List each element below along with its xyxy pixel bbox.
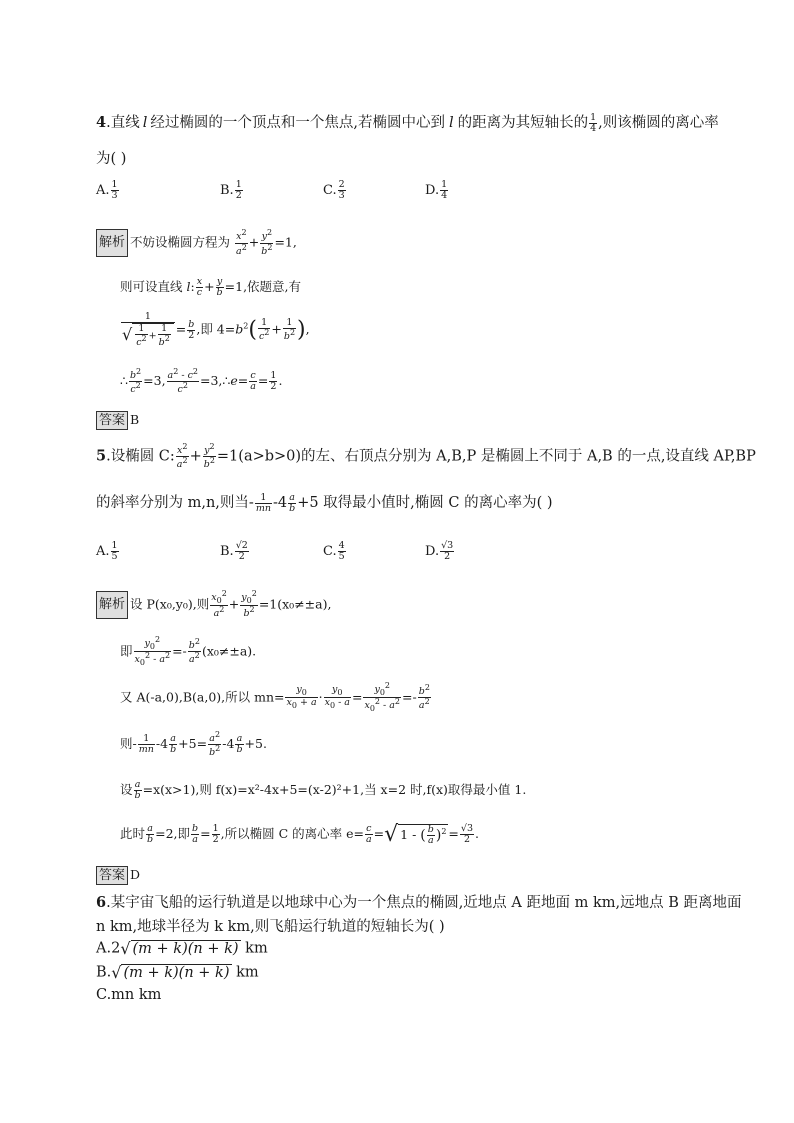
frac-num: 1	[590, 111, 597, 123]
frac-den: 2	[444, 550, 451, 562]
q5-sol4-text: 则-	[120, 736, 137, 752]
q4-option-b[interactable]	[220, 180, 244, 201]
frac-den: 4	[590, 122, 597, 134]
math-frac: $\frac{y_0}{x_0 - a}$	[324, 684, 350, 711]
math-frac: $\frac{a}{b}$	[289, 491, 296, 514]
q4-option-d[interactable]	[425, 180, 449, 201]
q4-var-l2: l	[448, 115, 454, 131]
frac-num: $x^2$	[236, 228, 247, 243]
q5-answer	[96, 866, 140, 885]
q6-radicand: (m + k)(n + k)	[123, 965, 230, 981]
q6-number: 6	[96, 894, 107, 911]
q4-answer	[96, 411, 139, 430]
q4-jiexi-tag: 解析	[96, 229, 128, 257]
q5-answer-tag: 答案	[96, 866, 128, 885]
frac-den: 3	[338, 189, 345, 201]
q5-sol2-text-b: (x₀≠±a).	[201, 643, 257, 659]
sqrt-symbol: √ (m + k)(n + k)	[120, 939, 239, 958]
math-frac: $\frac{b^2}{c^2}$	[129, 367, 142, 396]
math-frac: $\frac{y^2}{b^2}$	[203, 442, 215, 471]
math-frac	[216, 277, 224, 298]
opt-frac	[111, 541, 119, 562]
math-frac: $\frac{a^2}{b^2}$	[209, 730, 221, 759]
q4-stem-line2: 为( )	[96, 151, 127, 167]
q5-solution-line4: 则- $\frac{1}{mn}$ -4 $\frac{a}{b}$ +5= $\frac{a^2}{b^2}$ -4 $\frac{a}{b}$ +5.	[120, 730, 267, 759]
frac-num: b	[188, 318, 195, 330]
q5-stem-line2-c: +5 取得最小值时,椭圆 C 的离心率为( )	[297, 495, 553, 511]
q4-sol3-text: ,即 4=	[196, 321, 236, 337]
q4-var-l: l	[142, 115, 148, 131]
q5-option-b[interactable]	[220, 541, 250, 562]
math-frac: $\frac{a}{b}$	[134, 779, 141, 801]
opt-frac	[235, 180, 243, 201]
q4-frac-quarter	[589, 113, 597, 134]
q5-stem-b: =1(a>b>0)的左、右顶点分别为 A,B,P 是椭圆上不同于 A,B 的一点,设直线 AP,BP	[216, 448, 756, 465]
q5-sol2-text: 即	[120, 643, 133, 659]
math-frac: $\frac{b^2}{a^2}$	[418, 683, 430, 712]
frac-den: 3	[111, 189, 118, 201]
frac-den: 2	[188, 329, 195, 341]
math-frac: $\frac{1}{mn}$	[255, 491, 271, 514]
opt-label: D.	[425, 182, 440, 198]
math-frac: $\frac{b^2}{a^2}$	[188, 637, 200, 666]
frac-num: 2	[338, 179, 345, 190]
frac-den: $a^2$	[236, 242, 247, 257]
q5-stem-line2-b: -4	[272, 495, 288, 511]
q4-solution-line4: ∴ $\frac{b^2}{c^2}$ =3, $\frac{a^2 - c^2}{c^2}$ =3,∴e= $\frac{c}{a}$ = $\frac{1}{2}$ .	[120, 367, 283, 396]
frac-den: $b^2$	[261, 242, 273, 257]
q6-stem-line2: n km,地球半径为 k km,则飞船运行轨道的短轴长为( )	[96, 919, 445, 935]
q5-sol6-text-c: ,所以椭圆 C 的离心率 e=	[220, 826, 364, 841]
opt-frac	[440, 180, 448, 201]
math-frac: $\frac{x^2}{a^2}$	[176, 442, 188, 471]
math-frac	[187, 320, 195, 341]
math-frac: $\frac{y_0^2}{x_0^2 - a^2}$	[134, 635, 171, 668]
frac-den: 4	[441, 189, 448, 201]
math-frac: $\frac{1}{2}$	[270, 370, 277, 393]
q5-stem-line2-a: 的斜率分别为 m,n,则当-	[96, 495, 254, 511]
q4-answer-value: B	[130, 412, 140, 427]
opt-label: B.	[220, 182, 234, 198]
math-frac: $\frac{a}{b}$	[147, 823, 154, 845]
q4-sol1-text: 不妨设椭圆方程为	[130, 234, 231, 250]
q5-option-c[interactable]	[323, 541, 347, 562]
q4-solution-line1: 解析 不妨设椭圆方程为 $\frac{x^2}{a^2}$ + $\frac{y^2}{b^2}$ =1,	[96, 229, 297, 257]
q6-option-c[interactable]: C.mn km	[96, 987, 162, 1003]
frac-num: y	[216, 276, 223, 288]
q4-stem-b: 经过椭圆的一个顶点和一个焦点,若椭圆中心到	[150, 115, 445, 131]
q6-radicand: (m + k)(n + k)	[132, 941, 239, 957]
opt-frac	[111, 180, 119, 201]
frac-den: 2	[238, 550, 245, 562]
q6-option-a[interactable]	[96, 939, 268, 958]
opt-label: D.	[425, 543, 440, 559]
q4-stem-a: 直线	[110, 115, 140, 131]
q5-option-d[interactable]	[425, 541, 455, 562]
q4-solution-line3: 1 √ $\frac{1}{c^2}$ + $\frac{1}{b^2}$ = $\frac{b}{2}$ ,即 $4=b^2$( $\frac{1}{c^2}$ + $\frac{1}{b^2}$ ),	[122, 311, 310, 349]
q4-option-a[interactable]	[96, 180, 120, 201]
frac-num: 1	[121, 312, 175, 323]
q6-opt-a-label: A.2	[96, 940, 121, 957]
opt-frac	[338, 180, 346, 201]
math-frac: $\frac{c}{a}$	[365, 823, 372, 845]
math-frac: $\frac{b}{a}$	[192, 823, 199, 845]
sqrt-symbol: √ $\frac{1}{c^2}$ + $\frac{1}{b^2}$	[122, 323, 174, 348]
q6-option-b[interactable]	[96, 963, 259, 982]
math-frac	[121, 312, 175, 348]
opt-label: C.	[323, 182, 337, 198]
q5-solution-line2: 即 $\frac{y_0^2}{x_0^2 - a^2}$ =- $\frac{b^2}{a^2}$ (x₀≠±a).	[120, 635, 257, 668]
math-frac: $\frac{a^2 - c^2}{c^2}$	[167, 367, 198, 396]
q4-option-c[interactable]	[323, 180, 347, 201]
q6-unit: km	[231, 964, 259, 981]
q5-stem-line2	[96, 491, 553, 513]
frac-num: 1	[441, 179, 448, 190]
q4-answer-tag: 答案	[96, 411, 128, 430]
frac-den: 5	[111, 550, 118, 562]
q5-sol6-text: 此时	[120, 826, 146, 841]
sqrt-symbol: √ 1 - ( $\frac{b}{a}$ )$^2$	[384, 822, 447, 847]
math-frac: $\frac{1}{c^2}$	[258, 316, 270, 343]
math-frac: $\frac{1}{2}$	[212, 823, 219, 845]
q5-sol3-text: 又 A(-a,0),B(a,0),所以 mn=	[120, 689, 285, 705]
q5-option-a[interactable]	[96, 541, 120, 562]
q5-solution-line3: 又 A(-a,0),B(a,0),所以 mn= $\frac{y_0}{x_0 + a}$ · $\frac{y_0}{x_0 - a}$ = $\frac{y_0^2}{x_0^2 - a^2}$ =- $\frac{b^2}{a^2}$	[120, 681, 430, 714]
math-frac: $\frac{a}{b}$	[236, 733, 243, 756]
frac-num: √3	[441, 540, 454, 551]
frac-num: √2	[235, 540, 248, 551]
frac-den: 2	[235, 189, 242, 201]
frac-den	[121, 323, 175, 348]
opt-frac	[338, 541, 346, 562]
q5-sol1-text-b: =1(x₀≠±a),	[258, 596, 332, 612]
q6-unit: km	[240, 940, 268, 957]
q5-sol6-text-b: =2,即	[155, 826, 191, 841]
q6-opt-b-label: B.	[96, 964, 112, 981]
frac-num: $y^2$	[261, 228, 273, 243]
q5-number: 5	[96, 447, 107, 465]
q4-stem-d: ,则该椭圆的离心率	[598, 115, 719, 131]
q4-sol2-text-b: ,依题意,有	[243, 279, 302, 294]
math-frac: $\frac{x_0^2}{a^2}$	[211, 589, 227, 620]
math-frac: $\frac{y_0}{x_0 + a}$	[286, 684, 317, 711]
q5-sol5-text: =x(x>1),则 f(x)=x²-4x+5=(x-2)²+1,当 x=2 时,f(x)取得最小值 1.	[142, 782, 527, 797]
opt-label: B.	[220, 543, 234, 559]
q4-stem-line1: 4.直线 l 经过椭圆的一个顶点和一个焦点,若椭圆中心到 l 的距离为其短轴长的 $\frac{1}{4}$ ,则该椭圆的离心率	[96, 111, 719, 134]
math-frac	[260, 229, 273, 256]
math-frac: $\frac{√3}{2}$	[460, 823, 474, 845]
opt-label: A.	[96, 182, 110, 198]
math-frac: $\frac{y_0^2}{x_0^2 - a^2}$	[364, 681, 401, 714]
math-frac: $\frac{y_0^2}{b^2}$	[241, 589, 257, 620]
math-frac: $\frac{1}{b^2}$	[283, 316, 296, 343]
q5-sol1-text: 设 P(x₀,y₀),则	[130, 596, 210, 612]
frac-num: 1	[235, 179, 242, 190]
q4-stem-c: 的距离为其短轴长的	[457, 115, 589, 131]
frac-num: x	[196, 276, 203, 288]
q5-jiexi-tag: 解析	[96, 591, 128, 619]
math-frac: $\frac{1}{mn}$	[138, 733, 154, 756]
frac-den: c	[196, 287, 203, 298]
q5-stem-line1: 5.设椭圆 C: $\frac{x^2}{a^2}$ + $\frac{y^2}{b^2}$ =1(a>b>0)的左、右顶点分别为 A,B,P 是椭圆上不同于 A,B 的一点,设直线 AP,BP	[96, 442, 756, 471]
q6-stem-line1-text: 某宇宙飞船的运行轨道是以地球中心为一个焦点的椭圆,近地点 A 距地面 m km,远地点 B 距离地面	[110, 895, 742, 911]
q5-solution-line1: 解析 设 P(x₀,y₀),则 $\frac{x_0^2}{a^2}$ + $\frac{y_0^2}{b^2}$ =1(x₀≠±a),	[96, 590, 331, 620]
sqrt-symbol: √ (m + k)(n + k)	[111, 963, 230, 982]
frac-num: 4	[338, 540, 345, 551]
frac-den: 5	[338, 550, 345, 562]
q4-number: 4	[96, 114, 107, 131]
frac-num: 1	[111, 540, 118, 551]
q4-solution-line2: 则可设直线 l: $\frac{x}{c}$ + $\frac{y}{b}$ =1,依题意,有	[120, 276, 302, 298]
q4-sol2-text: 则可设直线	[120, 279, 187, 294]
frac-den: b	[216, 287, 223, 298]
opt-label: C.	[323, 543, 337, 559]
opt-frac	[440, 541, 454, 562]
frac-num: 1	[111, 179, 118, 190]
q5-solution-line5: 设 $\frac{a}{b}$ =x(x>1),则 f(x)=x²-4x+5=(x-2)²+1,当 x=2 时,f(x)取得最小值 1.	[120, 779, 527, 801]
math-frac: $\frac{a}{b}$	[170, 733, 177, 756]
q5-solution-line6: 此时 $\frac{a}{b}$ =2,即 $\frac{b}{a}$ = $\frac{1}{2}$ ,所以椭圆 C 的离心率 e= $\frac{c}{a}$ =√ 1 - ( $\frac{b}{a}$ )$^2$ = $\frac{√3}{2}$ .	[120, 822, 479, 847]
opt-label: A.	[96, 543, 110, 559]
opt-frac	[235, 541, 249, 562]
q5-answer-value: D	[130, 867, 141, 882]
math-frac	[196, 277, 203, 298]
q5-stem-a: 设椭圆 C:	[110, 448, 175, 465]
math-frac: $\frac{c}{a}$	[250, 370, 256, 393]
q6-stem-line1: 6.某宇宙飞船的运行轨道是以地球中心为一个焦点的椭圆,近地点 A 距地面 m km,远地点 B 距离地面	[96, 894, 742, 911]
math-frac	[235, 229, 248, 256]
